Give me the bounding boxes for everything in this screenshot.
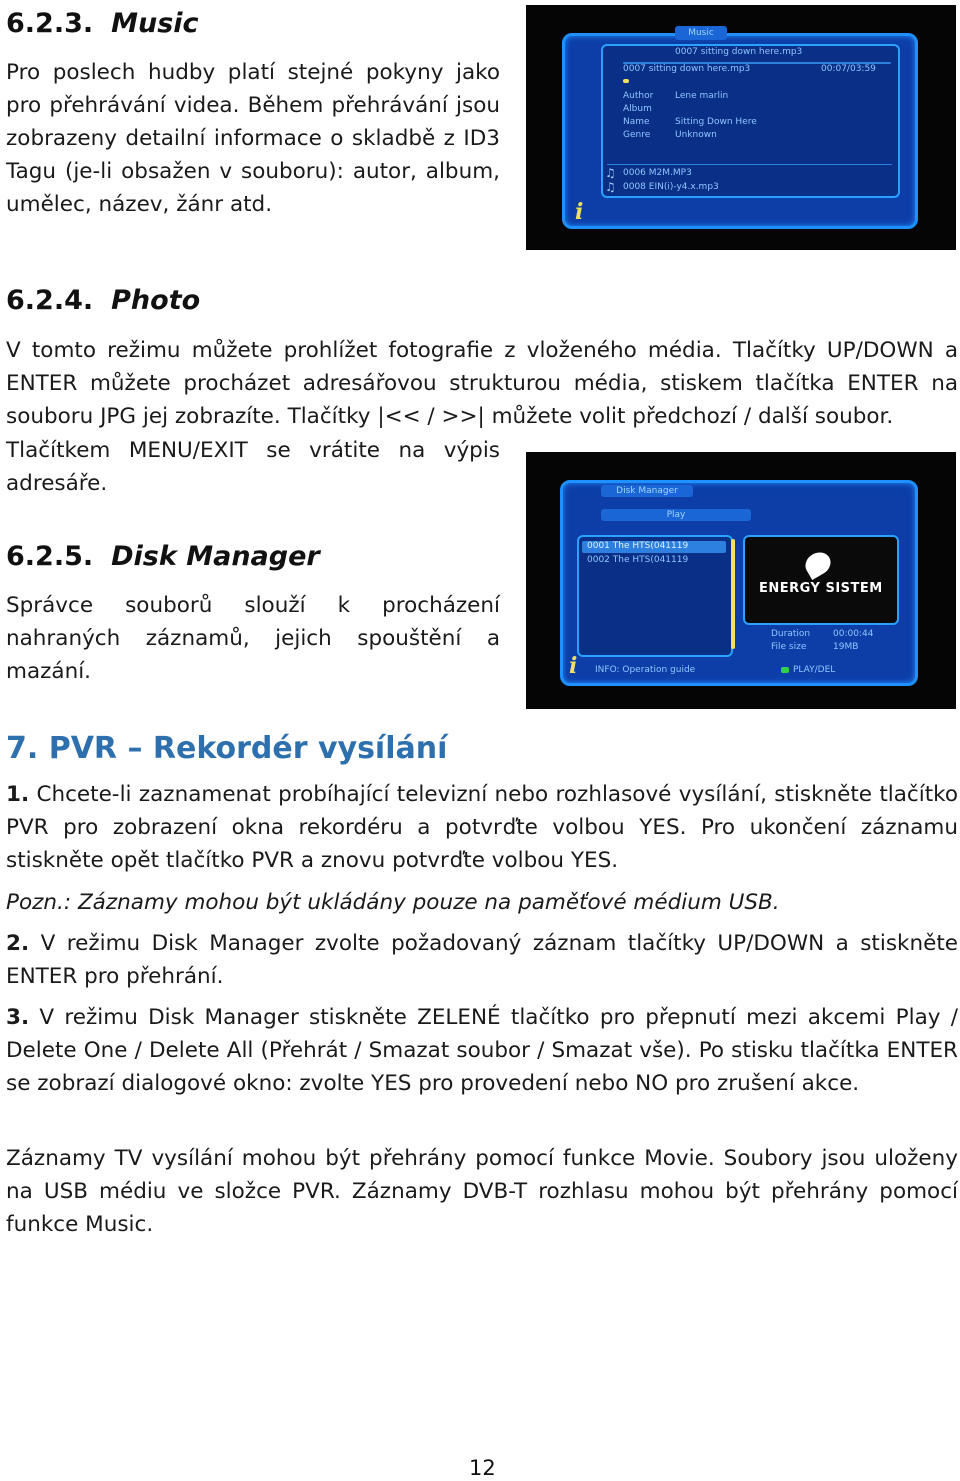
file-line: 0007 sitting down here.mp3 [623, 64, 751, 74]
info-icon: i [569, 653, 578, 679]
duration-label: Duration [771, 629, 811, 639]
duration-value: 00:00:44 [833, 629, 874, 639]
play-time: 00:07/03:59 [821, 64, 876, 74]
photo-paragraph-tail-end: adresáře. [6, 471, 108, 496]
tag-value-genre: Unknown [675, 130, 717, 140]
file-row: 0002 The HTS(041119 [587, 555, 689, 565]
tag-value-author: Lene marlin [675, 91, 729, 101]
now-playing: 0007 sitting down here.mp3 [675, 47, 803, 57]
music-info-box [601, 44, 900, 198]
heading-music [6, 8, 199, 39]
disk-screen-header: Disk Manager [601, 485, 693, 497]
disk-manager-screenshot [526, 452, 956, 709]
tag-label-genre: Genre [623, 130, 651, 140]
filesize-value: 19MB [833, 642, 859, 652]
playlist-item: 0006 M2M.MP3 [623, 168, 692, 178]
disk-manager-paragraph: Správce souborů slouží k procházení nahraných záznamů, jejich spouštění a mazání. [6, 593, 500, 684]
file-row: 0001 The HTS(041119 [587, 541, 689, 551]
scrollbar [731, 539, 735, 649]
item-text: Chcete-li zaznamenat probíhající televizní nebo rozhlasové vysílání, stiskněte tlačítko PVR pro zobrazení okna rekordéru a potvrďte volbou YES. Pro ukončení záznamu stiskněte opět tlačítko PVR a znovu potvrďte volbou YES. [6, 782, 958, 873]
disk-action-button: Play [601, 509, 751, 521]
music-screen-header: Music [675, 26, 727, 40]
note-label: Pozn. [6, 890, 64, 915]
tag-value-name: Sitting Down Here [675, 117, 757, 127]
heading-disk-manager [6, 541, 320, 572]
item-number: 3. [6, 1005, 30, 1030]
page-number: 12 [469, 1456, 496, 1480]
pvr-note [6, 886, 958, 919]
item-number: 2. [6, 931, 30, 956]
note-text: : Záznamy mohou být ukládány pouze na paměťové médium USB. [63, 890, 780, 915]
progress-fill [623, 79, 629, 83]
section-number: 6.2.5. [6, 541, 94, 572]
section-number: 6.2.3. [6, 8, 94, 39]
brand-logo: ENERGY SISTEM [759, 581, 883, 596]
green-key-icon [781, 667, 789, 673]
section-title: Disk Manager [111, 541, 320, 572]
divider [607, 164, 892, 165]
music-paragraph: Pro poslech hudby platí stejné pokyny jako pro přehrávání videa. Během přehrávání jsou zobrazeny detailní informace o skladbě z ID3 Tagu (je-li obsažen v souboru): autor, album, umělec, název, žánr atd. [6, 60, 500, 217]
footer-play-text: PLAY/DEL [793, 665, 836, 675]
playlist-item: 0008 EIN(i)-y4.x.mp3 [623, 182, 719, 192]
section-title: Music [111, 8, 199, 39]
photo-paragraph-tail: Tlačítkem MENU/EXIT se vrátite na výpis [6, 438, 500, 463]
music-note-icon: ♫ [605, 166, 616, 180]
section-title: Photo [111, 285, 201, 316]
tag-label-author: Author [623, 91, 654, 101]
photo-paragraph: V tomto režimu můžete prohlížet fotografie z vloženého média. Tlačítky UP/DOWN a ENTER můžete procházet adresářovou strukturou média, stiskem tlačítka ENTER na souboru JPG jej zobrazíte. Tlačítky |<< / >>| můžete volit předchozí / další soubor. [6, 338, 958, 429]
item-text: V režimu Disk Manager zvolte požadovaný záznam tlačítky UP/DOWN a stiskněte ENTER pro přehrání. [6, 931, 958, 989]
tag-label-album: Album [623, 104, 652, 114]
item-text: V režimu Disk Manager stiskněte ZELENÉ tlačítko pro přepnutí mezi akcemi Play / Delete One / Delete All (Přehrát / Smazat soubor / Smazat vše). Po stisku tlačítka ENTER se zobrazí dialogové okno: zvolte YES pro provedení nebo NO pro zrušení akce. [6, 1005, 958, 1096]
filesize-label: File size [771, 642, 807, 652]
heading-pvr: 7. PVR – Rekordér vysílání [6, 731, 448, 766]
info-icon: i [575, 199, 584, 225]
heading-photo [6, 285, 200, 316]
pvr-paragraph-2 [6, 927, 958, 993]
pvr-paragraph-4: Záznamy TV vysílání mohou být přehrány pomocí funkce Movie. Soubory jsou uloženy na USB médiu ve složce PVR. Záznamy DVB-T rozhlasu mohou být přehrány pomocí funkce Music. [6, 1146, 958, 1237]
footer-info-text: INFO: Operation guide [595, 665, 696, 675]
pvr-paragraph-1 [6, 778, 958, 877]
section-number: 6.2.4. [6, 285, 94, 316]
tag-label-name: Name [623, 117, 650, 127]
energy-logo-icon [801, 548, 835, 580]
disk-file-list [577, 535, 733, 657]
music-note-icon: ♫ [605, 180, 616, 194]
item-number: 1. [6, 782, 30, 807]
preview-box [743, 535, 899, 625]
pvr-paragraph-3 [6, 1001, 958, 1100]
music-screen-panel [562, 28, 918, 229]
disk-screen-panel [560, 480, 918, 686]
music-screenshot [526, 5, 956, 250]
